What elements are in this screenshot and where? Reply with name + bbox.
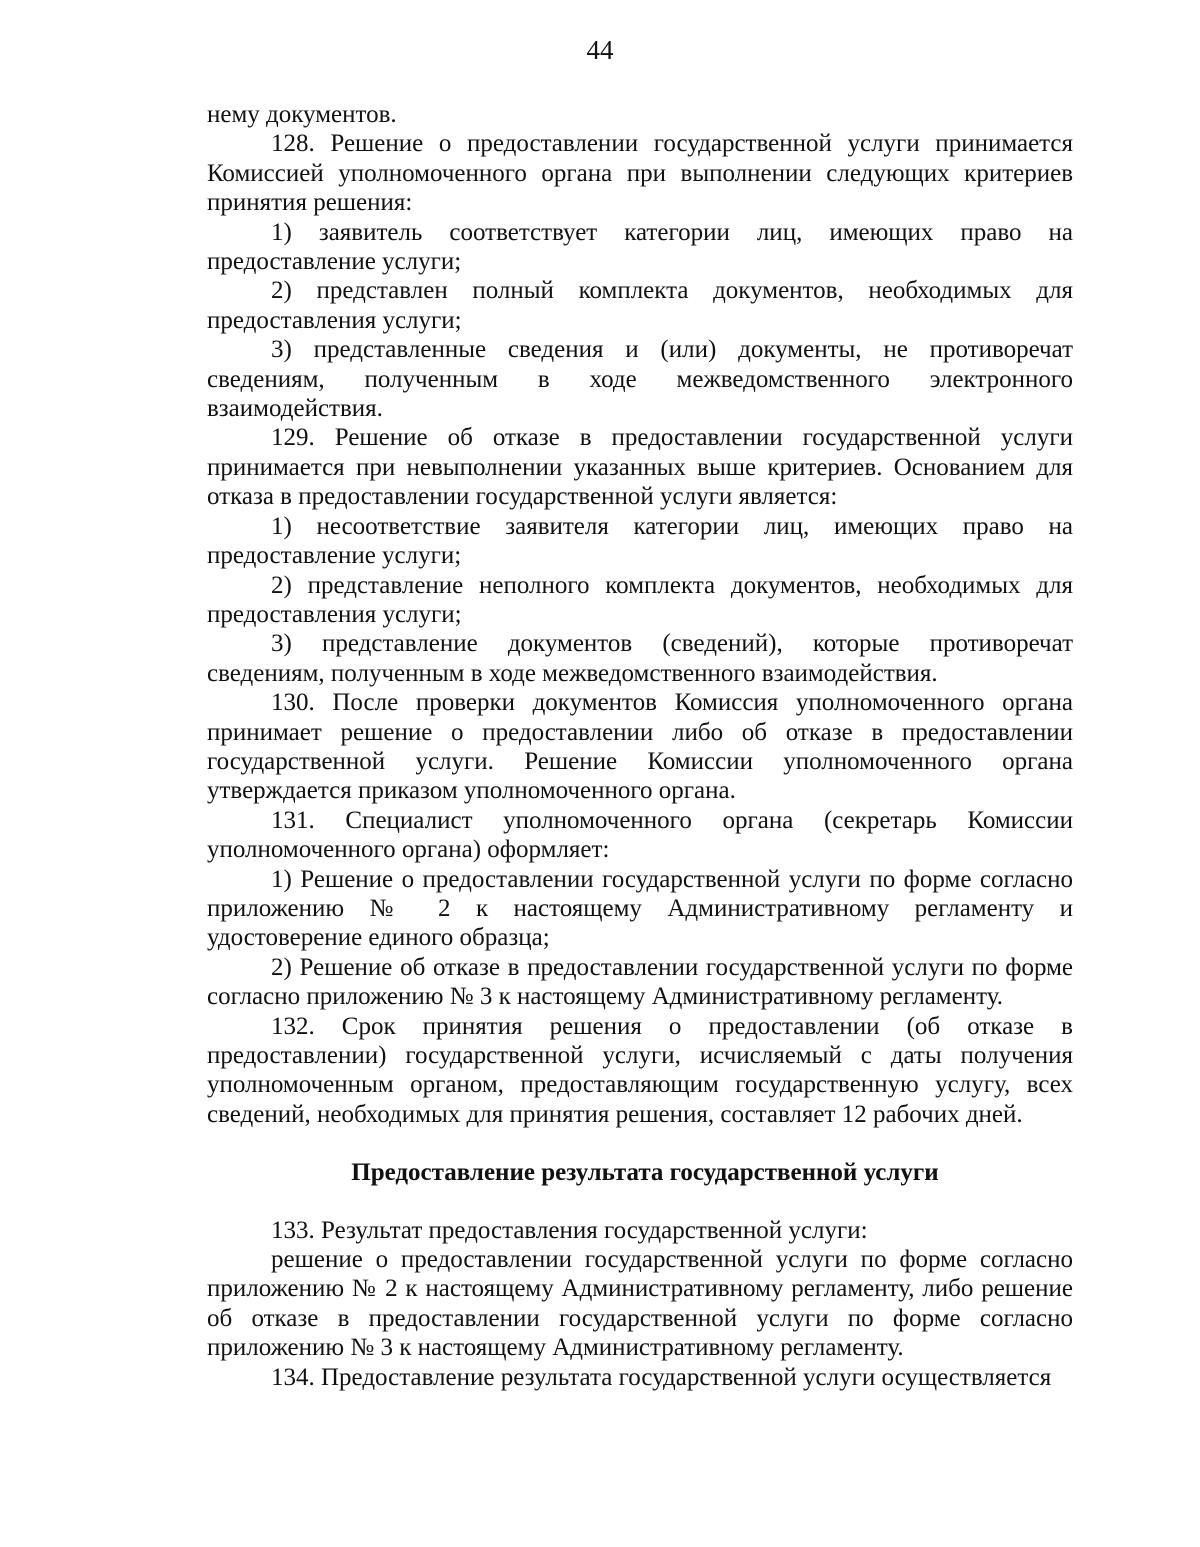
paragraph-133: 133. Результат предоставления государственной услуги: <box>271 1216 868 1244</box>
paragraph-134: 134. Предоставление результата государственной услуги осуществляется <box>271 1363 1052 1391</box>
paragraph-133-detail: решение о предоставлении государственной услуги по форме согласно приложению № 2 к настоящему Административному регламенту, либо решение об отказе в предоставлении государственной услуги по форме согласно приложению № 3 к настоящему Административному регламенту. <box>207 1246 1073 1362</box>
paragraph-continuation: нему документов. <box>207 101 397 128</box>
paragraph-128-item-2: 2) представлен полный комплекта документов, необходимых для предоставления услуги; <box>207 277 1073 334</box>
paragraph-128-item-1: 1) заявитель соответствует категории лиц, имеющих право на предоставление услуги; <box>207 218 1073 276</box>
paragraph-131-item-2: 2) Решение об отказе в предоставлении государственной услуги по форме согласно приложению № 3 к настоящему Административному регламенту. <box>207 953 1073 1011</box>
paragraph-129-item-2: 2) представление неполного комплекта документов, необходимых для предоставления услуги; <box>207 571 1073 628</box>
paragraph-132: 132. Срок принятия решения о предоставлении (об отказе в предоставлении) государственной услуги, исчисляемый с даты получения уполномоченным органом, предоставляющим государственную услугу, всех сведений, необходимых для принятия решения, составляет 12 рабочих дней. <box>207 1012 1073 1128</box>
section-heading: Предоставление результата государственной услуги <box>351 1159 939 1187</box>
paragraph-130: 130. После проверки документов Комиссия уполномоченного органа принимает решение о предоставлении либо об отказе в предоставлении государственной услуги. Решение Комиссии уполномоченного органа утверждается приказом уполномоченного органа. <box>207 689 1073 805</box>
page-number: 44 <box>586 35 614 65</box>
paragraph-131-item-1: 1) Решение о предоставлении государственной услуги по форме согласно приложению № 2 к настоящему Административному регламенту и удостоверение единого образца; <box>207 865 1073 952</box>
paragraph-128-item-3: 3) представленные сведения и (или) документы, не противоречат сведениям, полученным в ходе межведомственного электронного взаимодействия. <box>207 336 1073 423</box>
paragraph-129: 129. Решение об отказе в предоставлении государственной услуги принимается при невыполнении указанных выше критериев. Основанием для отказа в предоставлении государственной услуги является: <box>207 424 1073 511</box>
paragraph-129-item-3: 3) представление документов (сведений), которые противоречат сведениям, полученным в ходе межведомственного взаимодействия. <box>207 630 1073 687</box>
document-body <box>207 100 1073 1392</box>
paragraph-128: 128. Решение о предоставлении государственной услуги принимается Комиссией уполномоченного органа при выполнении следующих критериев принятия решения: <box>207 130 1073 217</box>
paragraph-129-item-1: 1) несоответствие заявителя категории лиц, имеющих право на предоставление услуги; <box>207 512 1073 570</box>
paragraph-131: 131. Специалист уполномоченного органа (секретарь Комиссии уполномоченного органа) оформляет: <box>207 806 1073 864</box>
